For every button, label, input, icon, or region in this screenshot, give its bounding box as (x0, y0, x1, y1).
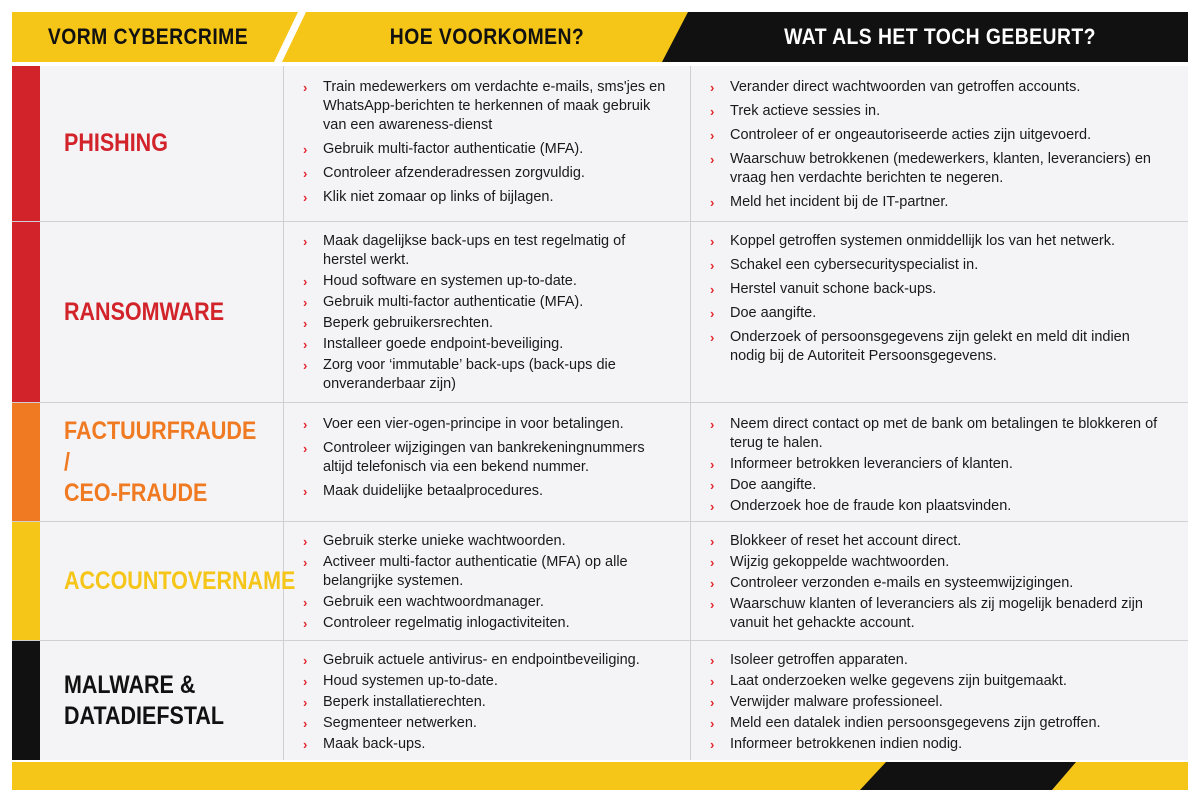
chevron-right-icon: › (710, 555, 715, 570)
list-item-text: Verander direct wachtwoorden van getroffen accounts. (730, 79, 1081, 95)
list-item-text: Trek actieve sessies in. (730, 103, 881, 119)
chevron-right-icon: › (710, 674, 715, 689)
respond-list (691, 522, 1188, 633)
table-row-ransomware (12, 222, 1188, 403)
table-header (12, 12, 1188, 62)
list-item (708, 232, 1168, 251)
chevron-right-icon: › (303, 337, 308, 352)
list-item (301, 293, 670, 312)
list-item (301, 735, 670, 754)
prevent-cell (284, 641, 691, 760)
chevron-right-icon: › (710, 282, 715, 297)
list-item-text: Gebruik multi-factor authenticatie (MFA). (323, 141, 584, 157)
chevron-right-icon: › (303, 166, 308, 181)
list-item (708, 532, 1168, 551)
prevent-list (284, 66, 690, 207)
list-item-text: Segmenteer netwerken. (323, 715, 477, 731)
list-item-text: Verwijder malware professioneel. (730, 694, 943, 710)
list-item (708, 672, 1168, 691)
list-item-text: Controleer wijzigingen van bankrekeningnummers altijd telefonisch via een bekend nummer. (323, 440, 645, 475)
list-item-text: Meld het incident bij de IT-partner. (730, 194, 949, 210)
chevron-right-icon: › (303, 234, 308, 249)
list-item-text: Isoleer getroffen apparaten. (730, 652, 908, 668)
respond-list (691, 641, 1188, 754)
list-item-text: Gebruik een wachtwoordmanager. (323, 594, 544, 610)
list-item (708, 150, 1168, 188)
list-item-text: Gebruik multi-factor authenticatie (MFA). (323, 294, 584, 310)
list-item (301, 78, 670, 135)
chevron-right-icon: › (303, 534, 308, 549)
chevron-right-icon: › (710, 478, 715, 493)
chevron-right-icon: › (710, 104, 715, 119)
list-item (301, 140, 670, 159)
header-category: VORM CYBERCRIME (47, 24, 249, 49)
respond-list (691, 222, 1188, 366)
list-item-text: Gebruik actuele antivirus- en endpointbeveiliging. (323, 652, 640, 668)
list-item (301, 672, 670, 691)
list-item (708, 328, 1168, 366)
chevron-right-icon: › (710, 80, 715, 95)
list-item (708, 714, 1168, 733)
list-item (708, 256, 1168, 275)
list-item (301, 164, 670, 183)
chevron-right-icon: › (303, 316, 308, 331)
chevron-right-icon: › (303, 695, 308, 710)
chevron-right-icon: › (710, 417, 715, 432)
list-item (301, 714, 670, 733)
list-item-text: Maak dagelijkse back-ups en test regelmatig of herstel werkt. (323, 233, 626, 268)
prevent-list (284, 222, 690, 394)
chevron-right-icon: › (303, 737, 308, 752)
chevron-right-icon: › (303, 80, 308, 95)
category-name: ACCOUNTOVERNAME (64, 566, 296, 595)
category-cell (40, 403, 284, 521)
list-item-text: Maak back-ups. (323, 736, 426, 752)
list-item-text: Meld een datalek indien persoonsgegevens zijn getroffen. (730, 715, 1101, 731)
list-item-text: Beperk gebruikersrechten. (323, 315, 494, 331)
table-row-phishing (12, 66, 1188, 222)
list-item (708, 476, 1168, 495)
list-item-text: Herstel vanuit schone back-ups. (730, 281, 937, 297)
list-item-text: Zorg voor ‘immutable’ back-ups (back-ups die onveranderbaar zijn) (323, 357, 616, 392)
list-item-text: Laat onderzoeken welke gegevens zijn buitgemaakt. (730, 673, 1067, 689)
footer-background (12, 762, 1188, 790)
list-item-text: Controleer afzenderadressen zorgvuldig. (323, 165, 585, 181)
cybercrime-table (12, 66, 1188, 760)
respond-cell (691, 403, 1188, 521)
list-item (708, 304, 1168, 323)
list-item (708, 651, 1168, 670)
chevron-right-icon: › (710, 330, 715, 345)
list-item-text: Waarschuw betrokkenen (medewerkers, klanten, leveranciers) en vraag hen verdachte berichten te negeren. (730, 151, 1151, 186)
list-item-text: Schakel een cybersecurityspecialist in. (730, 257, 979, 273)
list-item-text: Houd systemen up-to-date. (323, 673, 498, 689)
header-prevent: HOE VOORKOMEN? (389, 24, 585, 49)
list-item (301, 482, 670, 501)
footer-band (12, 762, 1188, 790)
chevron-right-icon: › (303, 595, 308, 610)
chevron-right-icon: › (710, 695, 715, 710)
list-item-text: Klik niet zomaar op links of bijlagen. (323, 189, 554, 205)
category-name: RANSOMWARE (64, 297, 225, 326)
respond-list (691, 403, 1188, 516)
list-item-text: Activeer multi-factor authenticatie (MFA) op alle belangrijke systemen. (323, 554, 628, 589)
chevron-right-icon: › (710, 716, 715, 731)
header-respond: WAT ALS HET TOCH GEBEURT? (784, 24, 1096, 49)
list-item (301, 532, 670, 551)
list-item-text: Train medewerkers om verdachte e-mails, sms'jes en WhatsApp-berichten te herkennen of maak gebruik van een awareness-dienst (323, 79, 666, 133)
list-item-text: Controleer of er ongeautoriseerde acties zijn uitgevoerd. (730, 127, 1092, 143)
chevron-right-icon: › (303, 190, 308, 205)
chevron-right-icon: › (303, 295, 308, 310)
row-color-stripe (12, 222, 40, 402)
row-color-stripe (12, 522, 40, 640)
list-item (301, 356, 670, 394)
list-item (708, 735, 1168, 754)
table-row-malware (12, 641, 1188, 760)
chevron-right-icon: › (303, 274, 308, 289)
row-color-stripe (12, 66, 40, 221)
list-item-text: Onderzoek of persoonsgegevens zijn gelekt en meld dit indien nodig bij de Autoriteit Persoonsgegevens. (730, 329, 1130, 364)
list-item-text: Wijzig gekoppelde wachtwoorden. (730, 554, 950, 570)
list-item (708, 126, 1168, 145)
prevent-list (284, 403, 690, 501)
respond-list (691, 66, 1188, 212)
table-row-accountovername (12, 522, 1188, 641)
chevron-right-icon: › (303, 555, 308, 570)
chevron-right-icon: › (303, 142, 308, 157)
list-item (301, 651, 670, 670)
list-item-text: Beperk installatierechten. (323, 694, 486, 710)
list-item-text: Doe aangifte. (730, 477, 817, 493)
row-color-stripe (12, 403, 40, 521)
list-item (708, 193, 1168, 212)
prevent-cell (284, 222, 691, 402)
table-row-factuurfraude (12, 403, 1188, 522)
list-item (708, 102, 1168, 121)
list-item (301, 415, 670, 434)
list-item-text: Blokkeer of reset het account direct. (730, 533, 962, 549)
respond-cell (691, 522, 1188, 640)
list-item-text: Informeer betrokkenen indien nodig. (730, 736, 963, 752)
respond-cell (691, 222, 1188, 402)
chevron-right-icon: › (710, 128, 715, 143)
prevent-cell (284, 522, 691, 640)
list-item-text: Informeer betrokken leveranciers of klanten. (730, 456, 1013, 472)
prevent-cell (284, 66, 691, 221)
list-item-text: Doe aangifte. (730, 305, 817, 321)
list-item (708, 455, 1168, 474)
list-item (301, 314, 670, 333)
list-item (301, 439, 670, 477)
chevron-right-icon: › (710, 457, 715, 472)
list-item-text: Gebruik sterke unieke wachtwoorden. (323, 533, 566, 549)
list-item (708, 497, 1168, 516)
list-item-text: Voer een vier-ogen-principe in voor betalingen. (323, 416, 624, 432)
list-item (708, 693, 1168, 712)
category-name: FACTUURFRAUDE / CEO-FRAUDE (64, 416, 257, 507)
chevron-right-icon: › (710, 152, 715, 167)
respond-cell (691, 66, 1188, 221)
chevron-right-icon: › (303, 653, 308, 668)
list-item (708, 280, 1168, 299)
chevron-right-icon: › (710, 234, 715, 249)
list-item (301, 553, 670, 591)
list-item (708, 574, 1168, 593)
chevron-right-icon: › (710, 499, 715, 514)
list-item (708, 415, 1168, 453)
list-item (301, 593, 670, 612)
list-item (301, 188, 670, 207)
list-item-text: Waarschuw klanten of leveranciers als zij mogelijk benaderd zijn vanuit het gehackte account. (730, 596, 1143, 631)
chevron-right-icon: › (710, 653, 715, 668)
list-item-text: Maak duidelijke betaalprocedures. (323, 483, 544, 499)
list-item-text: Installeer goede endpoint-beveiliging. (323, 336, 564, 352)
list-item-text: Controleer regelmatig inlogactiviteiten. (323, 615, 570, 631)
list-item (301, 232, 670, 270)
list-item (708, 78, 1168, 97)
list-item-text: Koppel getroffen systemen onmiddellijk los van het netwerk. (730, 233, 1116, 249)
list-item (301, 614, 670, 633)
list-item (301, 335, 670, 354)
list-item-text: Houd software en systemen up-to-date. (323, 273, 577, 289)
list-item (708, 595, 1168, 633)
prevent-cell (284, 403, 691, 521)
category-name: MALWARE & DATADIEFSTAL (64, 670, 225, 730)
category-cell (40, 641, 284, 760)
chevron-right-icon: › (710, 534, 715, 549)
chevron-right-icon: › (710, 737, 715, 752)
chevron-right-icon: › (710, 195, 715, 210)
chevron-right-icon: › (303, 616, 308, 631)
list-item (708, 553, 1168, 572)
chevron-right-icon: › (303, 674, 308, 689)
chevron-right-icon: › (303, 358, 308, 373)
row-color-stripe (12, 641, 40, 760)
prevent-list (284, 641, 690, 754)
prevent-list (284, 522, 690, 633)
chevron-right-icon: › (303, 441, 308, 456)
list-item (301, 693, 670, 712)
list-item-text: Controleer verzonden e-mails en systeemwijzigingen. (730, 575, 1074, 591)
list-item (301, 272, 670, 291)
chevron-right-icon: › (710, 576, 715, 591)
chevron-right-icon: › (303, 417, 308, 432)
chevron-right-icon: › (710, 597, 715, 612)
chevron-right-icon: › (303, 484, 308, 499)
chevron-right-icon: › (710, 306, 715, 321)
chevron-right-icon: › (710, 258, 715, 273)
category-cell (40, 222, 284, 402)
respond-cell (691, 641, 1188, 760)
category-cell (40, 522, 296, 640)
category-name: PHISHING (64, 129, 168, 157)
chevron-right-icon: › (303, 716, 308, 731)
category-cell (40, 66, 284, 221)
list-item-text: Neem direct contact op met de bank om betalingen te blokkeren of terug te halen. (730, 416, 1158, 451)
list-item-text: Onderzoek hoe de fraude kon plaatsvinden. (730, 498, 1012, 514)
